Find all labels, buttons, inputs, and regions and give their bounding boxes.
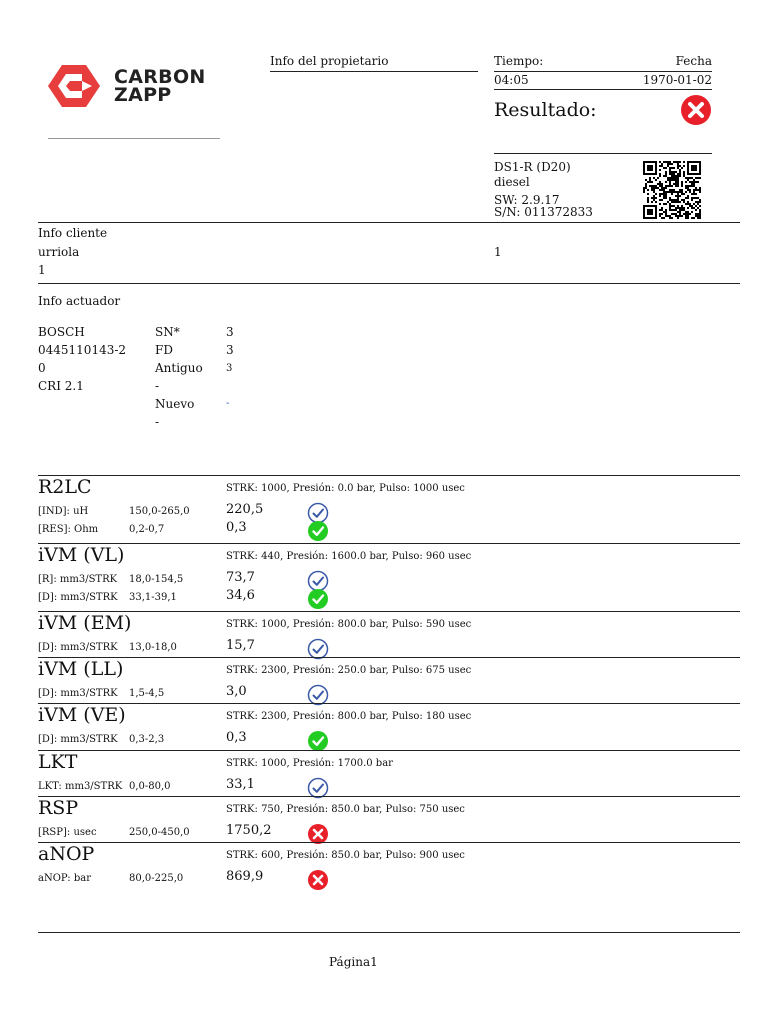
test-value: 15,7 [226,638,255,653]
check-ok-icon [307,730,329,752]
test-param: [D]: mm3/STRK [38,642,118,653]
qr-code-icon [641,160,703,220]
result-label: Resultado: [494,99,597,121]
actuator-sn-label: SN* [155,325,180,339]
test-name: iVM (EM) [38,612,132,634]
actuator-new-num: - [226,398,230,409]
client-rule [38,283,740,284]
test-divider [38,543,740,544]
test-divider [38,796,740,797]
test-range: 33,1-39,1 [129,592,177,603]
actuator-fd-value: 3 [226,343,234,357]
test-value: 220,5 [226,502,264,517]
device-sw: SW: 2.9.17 [494,193,560,207]
test-divider [38,703,740,704]
time-rule-1 [494,71,712,72]
test-divider [38,475,740,476]
test-range: 1,5-4,5 [129,688,165,699]
test-divider [38,750,740,751]
test-range: 0,2-0,7 [129,524,165,535]
page-number: Página1 [329,955,378,969]
test-value: 869,9 [226,869,264,884]
test-value: 0,3 [226,730,247,745]
test-range: 13,0-18,0 [129,642,177,653]
logo [46,63,206,109]
test-conditions: STRK: 1000, Presión: 0.0 bar, Pulso: 1000 usec [226,483,465,494]
test-name: LKT [38,751,78,773]
client-name: urriola [38,245,80,259]
test-conditions: STRK: 2300, Presión: 250.0 bar, Pulso: 675 usec [226,665,472,676]
test-param: [D]: mm3/STRK [38,734,118,745]
actuator-brand: BOSCH [38,325,85,339]
actuator-part-suffix: 0 [38,361,46,375]
test-conditions: STRK: 1000, Presión: 1700.0 bar [226,758,393,769]
test-value: 73,7 [226,570,255,585]
time-rule-2 [494,89,712,90]
test-value: 34,6 [226,588,255,603]
actuator-type: CRI 2.1 [38,379,84,393]
check-ok-icon [307,520,329,542]
client-line2: 1 [38,263,46,277]
test-conditions: STRK: 600, Presión: 850.0 bar, Pulso: 900 usec [226,850,465,861]
actuator-old-value: - [155,379,160,393]
owner-info-label: Info del propietario [270,54,389,68]
test-param: [RES]: Ohm [38,524,99,535]
test-conditions: STRK: 440, Presión: 1600.0 bar, Pulso: 960 usec [226,551,472,562]
test-range: 250,0-450,0 [129,827,190,838]
test-param: [IND]: uH [38,506,89,517]
actuator-new-value: - [155,415,160,429]
test-conditions: STRK: 1000, Presión: 800.0 bar, Pulso: 590 usec [226,619,472,630]
test-name: iVM (VL) [38,544,125,566]
header-rule [38,222,740,223]
test-divider [38,657,740,658]
date-label: Fecha [675,54,712,68]
footer-rule [38,932,740,933]
test-range: 80,0-225,0 [129,873,184,884]
test-divider [38,611,740,612]
test-param: [D]: mm3/STRK [38,688,118,699]
test-param: [R]: mm3/STRK [38,574,118,585]
test-name: iVM (LL) [38,658,124,680]
test-param: aNOP: bar [38,873,91,884]
device-sn: S/N: 011372833 [494,205,593,219]
device-fuel: diesel [494,175,530,189]
result-rule [494,153,712,154]
logo-line2: ZAPP [114,84,172,106]
actuator-info-label: Info actuador [38,294,121,308]
test-value: 1750,2 [226,823,272,838]
actuator-old-label: Antiguo [155,361,203,375]
check-ok-icon [307,588,329,610]
test-name: iVM (VE) [38,704,126,726]
fail-icon [307,869,329,891]
test-value: 0,3 [226,520,247,535]
actuator-part-number: 0445110143-2 [38,343,127,357]
test-range: 150,0-265,0 [129,506,190,517]
logo-line1: CARBON [114,66,206,88]
client-info-label: Info cliente [38,226,108,240]
test-divider [38,842,740,843]
owner-info-rule [270,71,478,72]
client-right-value: 1 [494,245,502,259]
time-label: Tiempo: [494,54,544,68]
test-param: [D]: mm3/STRK [38,592,118,603]
test-conditions: STRK: 2300, Presión: 800.0 bar, Pulso: 180 usec [226,711,472,722]
actuator-old-num: 3 [226,363,233,374]
actuator-fd-label: FD [155,343,173,357]
test-name: aNOP [38,843,95,865]
actuator-sn-value: 3 [226,325,234,339]
test-range: 18,0-154,5 [129,574,184,585]
test-value: 3,0 [226,684,247,699]
time-value: 04:05 [494,73,529,87]
test-param: [RSP]: usec [38,827,97,838]
test-conditions: STRK: 750, Presión: 850.0 bar, Pulso: 750 usec [226,804,465,815]
date-value: 1970-01-02 [642,73,712,87]
result-fail-icon [680,94,712,126]
test-range: 0,3-2,3 [129,734,165,745]
carbon-zapp-logo-icon [46,63,102,109]
logo-underline [48,138,220,139]
test-name: RSP [38,797,79,819]
actuator-new-label: Nuevo [155,397,195,411]
test-param: LKT: mm3/STRK [38,781,123,792]
test-range: 0,0-80,0 [129,781,171,792]
device-model: DS1-R (D20) [494,160,571,174]
test-value: 33,1 [226,777,255,792]
test-name: R2LC [38,476,92,498]
